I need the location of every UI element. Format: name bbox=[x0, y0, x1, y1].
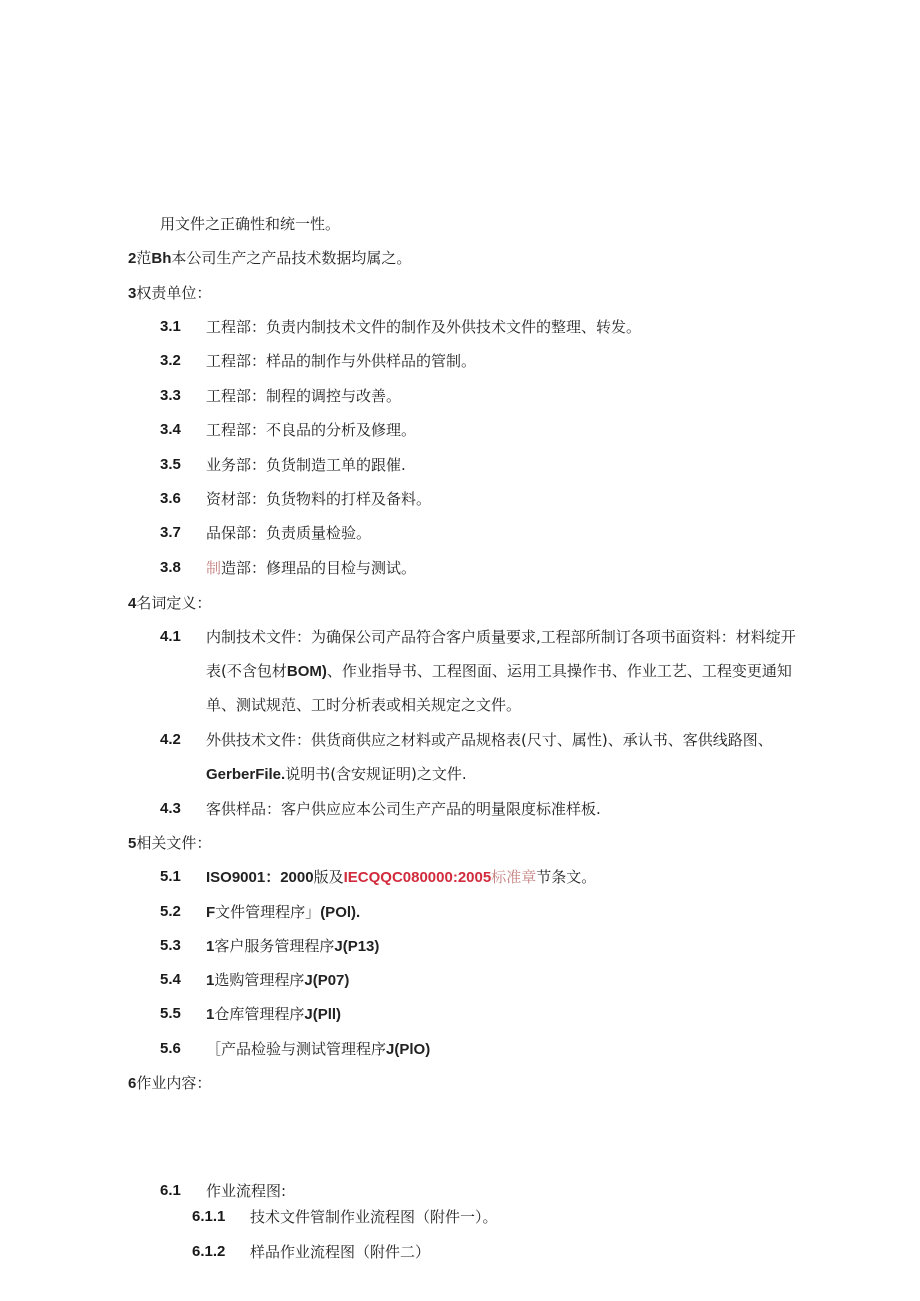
related-doc-5-3 bbox=[206, 936, 379, 957]
definition-text: 说明书(含安规证明)之文件. bbox=[285, 765, 467, 783]
item-number-6-1-2: 6.1.2 bbox=[192, 1243, 226, 1260]
related-text: 版及 bbox=[313, 868, 344, 886]
definition-4-1-line-2 bbox=[206, 661, 792, 682]
item-number-5-3: 5.3 bbox=[160, 937, 181, 954]
definition-bold: GerberFile. bbox=[206, 766, 286, 783]
section-2-scope bbox=[128, 248, 411, 269]
item-text-3-4: 工程部：不良品的分析及修理。 bbox=[206, 421, 417, 439]
definition-text: 、作业指导书、工程图面、运用工具操作书、作业工艺、工程变更通知 bbox=[326, 662, 792, 680]
item-number-6-1-1: 6.1.1 bbox=[192, 1208, 226, 1225]
item-number-3-2: 3.2 bbox=[160, 352, 181, 369]
section-5-heading bbox=[128, 833, 211, 854]
item-number-5-2: 5.2 bbox=[160, 903, 181, 920]
section-number: 4 bbox=[128, 595, 137, 612]
definition-bold: BOM) bbox=[286, 663, 327, 680]
item-number-3-8: 3.8 bbox=[160, 559, 181, 576]
related-bold: ISO9001：2000 bbox=[206, 869, 314, 886]
item-text-3-7: 品保部：负责质量检验。 bbox=[206, 524, 372, 542]
related-code: J(P13) bbox=[334, 938, 380, 955]
related-text: ［产品检验与测试管理程序 bbox=[206, 1040, 387, 1058]
definition-4-3: 客供样品：客户供应应本公司生产产品的明量限度标准样板. bbox=[206, 800, 601, 818]
related-text: 节条文。 bbox=[536, 868, 597, 886]
section-text: 权责单位： bbox=[136, 284, 212, 302]
item-number-3-5: 3.5 bbox=[160, 456, 181, 473]
related-doc-5-4 bbox=[206, 970, 349, 991]
related-code: (POl). bbox=[320, 904, 361, 921]
item-number-5-6: 5.6 bbox=[160, 1040, 181, 1057]
related-code: J(Pll) bbox=[304, 1006, 342, 1023]
item-number-5-5: 5.5 bbox=[160, 1005, 181, 1022]
related-text: 文件管理程序」 bbox=[215, 903, 321, 921]
section-number: 6 bbox=[128, 1075, 137, 1092]
related-doc-5-5 bbox=[206, 1004, 341, 1025]
related-doc-5-1 bbox=[206, 867, 596, 888]
pink-char: 制 bbox=[206, 559, 222, 577]
definition-text: 表(不含包材 bbox=[206, 662, 287, 680]
item-text-3-2: 工程部：样品的制作与外供样品的管制。 bbox=[206, 352, 477, 370]
section-4-heading bbox=[128, 593, 211, 614]
related-code: J(PlO) bbox=[386, 1041, 431, 1058]
item-number-5-1: 5.1 bbox=[160, 868, 181, 885]
related-text: 仓库管理程序 bbox=[214, 1005, 305, 1023]
item-number-4-3: 4.3 bbox=[160, 800, 181, 817]
item-number-3-7: 3.7 bbox=[160, 524, 181, 541]
related-pink: 标准章 bbox=[491, 868, 537, 886]
related-red: IECQQC080000:2005 bbox=[343, 869, 492, 886]
section-6-heading bbox=[128, 1073, 211, 1094]
definition-4-2-line-1: 外供技术文件：供货商供应之材料或产品规格表(尺寸、属性)、承认书、客供线路图、 bbox=[206, 731, 773, 749]
item-text-rest: 造部：修理品的目检与测试。 bbox=[221, 559, 417, 577]
section-text: 作业内容： bbox=[136, 1074, 212, 1092]
section-number: 5 bbox=[128, 835, 137, 852]
item-number-3-3: 3.3 bbox=[160, 387, 181, 404]
work-6-1-1: 技术文件管制作业流程图（附件一）。 bbox=[250, 1208, 498, 1226]
section-text: 相关文件： bbox=[136, 834, 212, 852]
definition-4-1-line-1: 内制技术文件：为确保公司产品符合客户质量要求,工程部所制订各项书面资料：材料绽开 bbox=[206, 628, 796, 646]
related-bold: 1 bbox=[206, 972, 215, 989]
intro-text: 用文件之正确性和统一性。 bbox=[160, 215, 341, 233]
item-text-3-1: 工程部：负责内制技术文件的制作及外供技术文件的整理、转发。 bbox=[206, 318, 642, 336]
item-text-3-6: 资材部：负货物料的打样及备料。 bbox=[206, 490, 432, 508]
section-text: 名词定义： bbox=[136, 594, 212, 612]
item-text-3-8 bbox=[206, 558, 416, 578]
section-number: 3 bbox=[128, 285, 137, 302]
related-bold: 1 bbox=[206, 938, 215, 955]
section-3-heading bbox=[128, 283, 211, 304]
item-number-3-6: 3.6 bbox=[160, 490, 181, 507]
item-text-3-5: 业务部：负货制造工单的跟催. bbox=[206, 456, 406, 474]
definition-4-1-line-3: 单、测试规范、工时分析表或相关规定之文件。 bbox=[206, 696, 522, 714]
related-doc-5-2 bbox=[206, 902, 360, 923]
item-text-3-3: 工程部：制程的调控与改善。 bbox=[206, 387, 402, 405]
related-doc-5-6 bbox=[206, 1039, 430, 1060]
related-bold: F bbox=[206, 904, 216, 921]
item-number-4-2: 4.2 bbox=[160, 731, 181, 748]
item-number-5-4: 5.4 bbox=[160, 971, 181, 988]
item-number-4-1: 4.1 bbox=[160, 628, 181, 645]
item-number-3-1: 3.1 bbox=[160, 318, 181, 335]
section-prefix: 范 bbox=[136, 249, 152, 267]
item-number-6-1: 6.1 bbox=[160, 1182, 181, 1199]
related-text: 客户服务管理程序 bbox=[214, 937, 335, 955]
item-number-3-4: 3.4 bbox=[160, 421, 181, 438]
related-text: 选购管理程序 bbox=[214, 971, 305, 989]
section-text: 本公司生产之产品技术数据均属之。 bbox=[171, 249, 412, 267]
related-bold: 1 bbox=[206, 1006, 215, 1023]
work-6-1-2: 样品作业流程图（附件二） bbox=[250, 1243, 431, 1261]
section-number: 2 bbox=[128, 250, 137, 267]
section-bold: Bh bbox=[151, 250, 172, 267]
related-code: J(P07) bbox=[304, 972, 350, 989]
definition-4-2-line-2 bbox=[206, 764, 467, 785]
work-6-1: 作业流程图: bbox=[206, 1182, 287, 1200]
